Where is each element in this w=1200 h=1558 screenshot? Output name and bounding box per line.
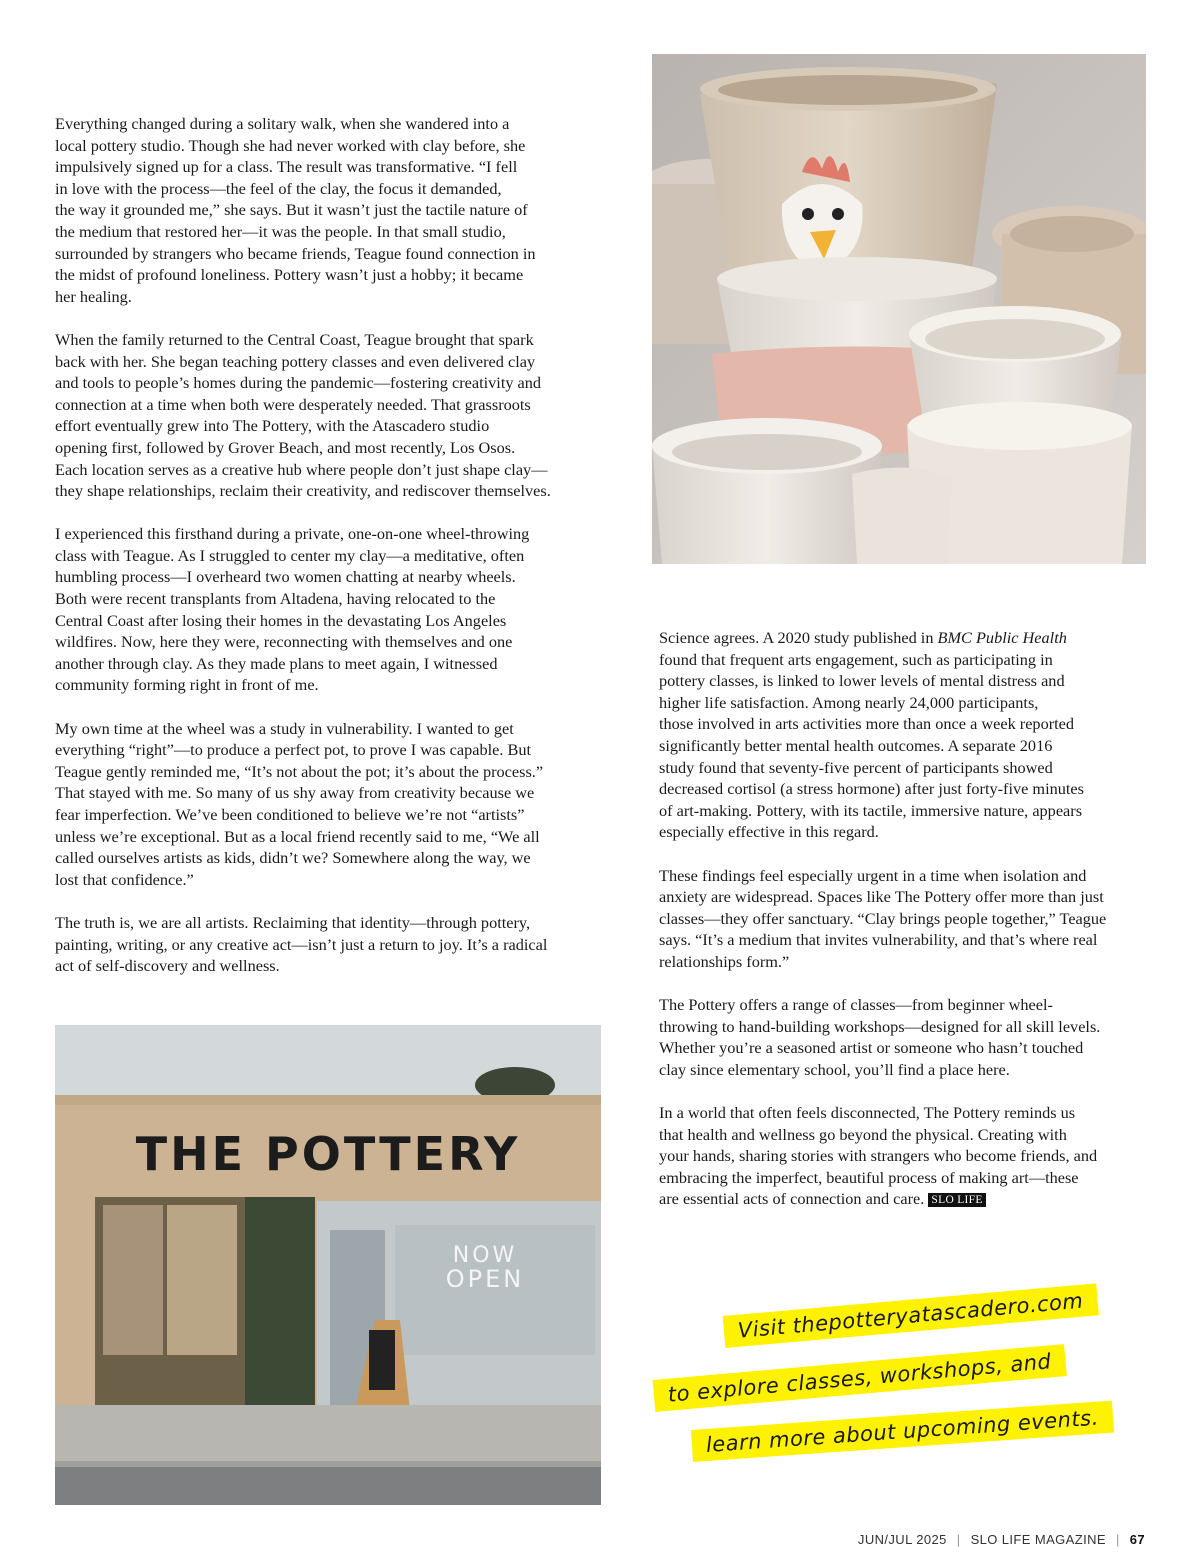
article-paragraph: When the family returned to the Central Coast, Teague brought that spark back with her. She began teaching pottery classes and even delivered clay and tools to people’s homes during the pandemic—fostering creativity and connection at a time when both were desperately needed. That grassroots effort eventually grew into The Pottery, with the Atascadero studio opening first, followed by Grover Beach, and most recently, Los Osos. Each location serves as a creative hub where people don’t just shape clay— they shape relationships, reclaim their creativity, and rediscover themselves.	[55, 329, 551, 501]
store-sign: THE POTTERY	[135, 1127, 521, 1181]
window-now-text: NOW	[452, 1243, 518, 1268]
article-paragraph	[659, 627, 1159, 843]
page-number: 67	[1129, 1532, 1145, 1547]
right-article-column	[659, 627, 1159, 1210]
callout-line-website[interactable]: Visit thepotteryatascadero.com	[723, 1283, 1099, 1348]
website-callout	[640, 1288, 1160, 1500]
window-open-text: OPEN	[445, 1265, 525, 1293]
left-article-column	[55, 113, 610, 977]
article-paragraph: My own time at the wheel was a study in vulnerability. I wanted to get everything “right”—to produce a perfect pot, to prove I was capable. But Teague gently reminded me, “It’s not about the pot; it’s about the process.” That stayed with me. So many of us shy away from creativity because we fear imperfection. We’ve been conditioned to believe we’re not “artists” unless we’re exceptional. But as a local friend recently said to me, “We all called ourselves artists as kids, didn’t we? Somewhere along the way, we lost that confidence.”	[55, 718, 544, 889]
callout-line: to explore classes, workshops, and	[653, 1344, 1067, 1412]
article-paragraph	[659, 1102, 1159, 1210]
issue-date: JUN/JUL 2025	[857, 1532, 947, 1547]
page-footer: JUN/JUL 2025 | SLO LIFE MAGAZINE | 67	[857, 1532, 1145, 1547]
paragraph-text: Science agrees. A 2020 study published in	[659, 628, 938, 647]
magazine-name: SLO LIFE MAGAZINE	[970, 1532, 1106, 1547]
article-paragraph: The Pottery offers a range of classes—from beginner wheel- throwing to hand-building workshops—designed for all skill levels. Whether you’re a seasoned artist or someone who hasn’t touched clay since elementary school, you’ll find a place here.	[659, 995, 1101, 1079]
article-paragraph: I experienced this firsthand during a private, one-on-one wheel-throwing class with Teague. As I struggled to center my clay—a meditative, often humbling process—I overheard two women chatting at nearby wheels. Both were recent transplants from Altadena, having relocated to the Central Coast after losing their homes in the devastating Los Angeles wildfires. Now, here they were, reconnecting with themselves and one another through clay. As they made plans to meet again, I witnessed community forming right in front of me.	[55, 524, 530, 695]
journal-title: BMC Public Health	[937, 628, 1067, 647]
article-paragraph: Everything changed during a solitary walk, when she wandered into a local pottery studio. Though she had never worked with clay before, she impulsively signed up for a class. The result was transformative. “I fell in love with the process—the feel of the clay, the focus it demanded, the way it grounded me,” she says. But it wasn’t just the tactile nature of the medium that restored her—it was the people. In that small studio, surrounded by strangers who became friends, Teague found connection in the midst of profound loneliness. Pottery wasn’t just a hobby; it became her healing.	[55, 114, 536, 306]
callout-line: learn more about upcoming events.	[691, 1401, 1114, 1462]
pottery-bowls-photo	[652, 54, 1146, 564]
end-mark-badge: SLO LIFE	[928, 1193, 985, 1207]
paragraph-text: In a world that often feels disconnected, The Pottery reminds us that health and wellness go beyond the physical. Creating with your hands, sharing stories with strangers who become friends, and embracing the imperfect, beautiful process of making art—these are essential acts of connection and care.	[659, 1103, 1098, 1209]
paragraph-text: found that frequent arts engagement, such as participating in pottery classes, is linked to lower levels of mental distress and higher life satisfaction. Among nearly 24,000 participants, those involved in arts activities more than once a week reported significantly better mental health outcomes. A separate 2016 study found that seventy-five percent of participants showed decreased cortisol (a stress hormone) after just forty-five minutes of art-making. Pottery, with its tactile, immersive nature, appears especially effective in this regard.	[659, 649, 1084, 842]
article-paragraph: The truth is, we are all artists. Reclaiming that identity—through pottery, painting, writing, or any creative act—isn’t just a return to joy. It’s a radical act of self-discovery and wellness.	[55, 912, 548, 976]
storefront-photo	[55, 1025, 601, 1505]
article-paragraph: These findings feel especially urgent in a time when isolation and anxiety are widespread. Spaces like The Pottery offer more than just classes—they offer sanctuary. “Clay brings people together,” Teague says. “It’s a medium that invites vulnerability, and that’s where real relationships form.”	[659, 865, 1107, 971]
